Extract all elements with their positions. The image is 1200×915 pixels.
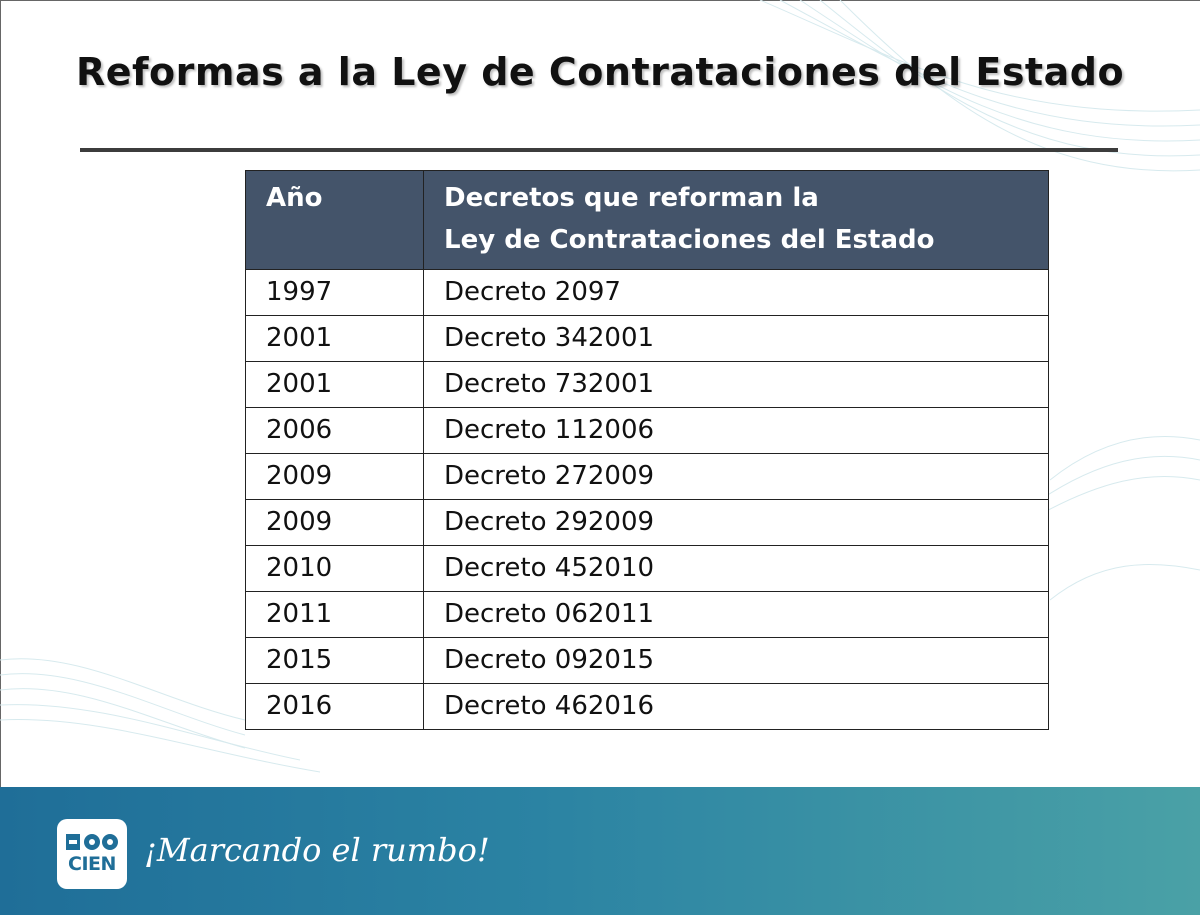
cell-year: 1997	[246, 270, 424, 316]
cell-decree: Decreto 062011	[424, 592, 1049, 638]
cien-logo	[57, 819, 127, 889]
table-row	[246, 592, 1049, 638]
cell-year: 2011	[246, 592, 424, 638]
cell-decree: Decreto 092015	[424, 638, 1049, 684]
table-row	[246, 362, 1049, 408]
cell-decree: Decreto 2097	[424, 270, 1049, 316]
table-row	[246, 270, 1049, 316]
slide-title: Reformas a la Ley de Contrataciones del Estado	[75, 50, 1125, 94]
cell-decree: Decreto 112006	[424, 408, 1049, 454]
cell-year: 2015	[246, 638, 424, 684]
cell-year: 2016	[246, 684, 424, 730]
table-row	[246, 638, 1049, 684]
cell-year: 2009	[246, 454, 424, 500]
cell-decree: Decreto 272009	[424, 454, 1049, 500]
cell-decree: Decreto 342001	[424, 316, 1049, 362]
table-row	[246, 316, 1049, 362]
table-header-row	[246, 171, 1049, 270]
table-row	[246, 500, 1049, 546]
cell-year: 2009	[246, 500, 424, 546]
logo-text: CIEN	[68, 853, 116, 875]
header-decree-line1: Decretos que reforman la	[444, 183, 819, 213]
header-decree	[424, 171, 1049, 270]
table-row	[246, 408, 1049, 454]
decrees-table	[245, 170, 1049, 730]
cell-year: 2006	[246, 408, 424, 454]
table-row	[246, 546, 1049, 592]
cell-decree: Decreto 732001	[424, 362, 1049, 408]
cell-decree: Decreto 462016	[424, 684, 1049, 730]
slogan: ¡Marcando el rumbo!	[144, 831, 490, 869]
title-divider	[80, 148, 1118, 152]
cell-decree: Decreto 292009	[424, 500, 1049, 546]
cell-year: 2001	[246, 362, 424, 408]
table-row	[246, 454, 1049, 500]
logo-shapes-icon	[66, 832, 118, 852]
header-year: Año	[246, 171, 424, 270]
table-row	[246, 684, 1049, 730]
cell-decree: Decreto 452010	[424, 546, 1049, 592]
footer-banner	[0, 787, 1200, 915]
header-decree-line2: Ley de Contrataciones del Estado	[444, 225, 935, 255]
cell-year: 2001	[246, 316, 424, 362]
cell-year: 2010	[246, 546, 424, 592]
